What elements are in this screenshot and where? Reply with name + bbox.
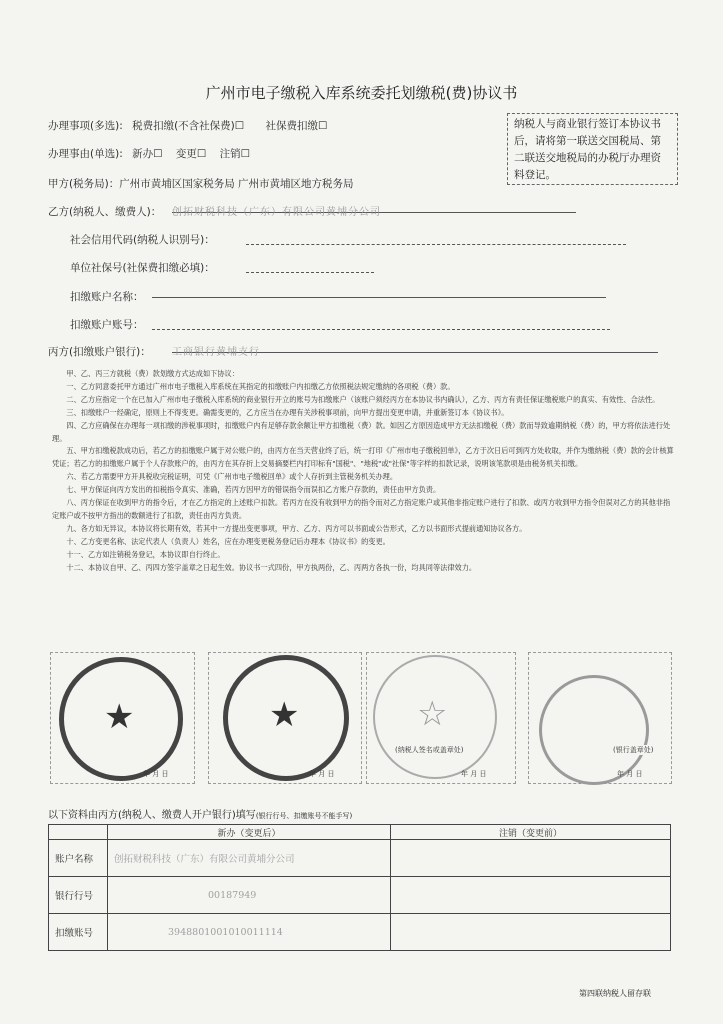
party-c-label: 丙方(扣缴账户银行)： [48,346,151,358]
party-c-value: 工商银行黄埔支行 [172,347,260,358]
clause-intro: 甲、乙、丙三方就税（费）款划缴方式达成如下协议： [66,369,239,378]
matters-option-social[interactable]: 社保费扣缴☐ [265,120,328,132]
social-no-label: 单位社保号(社保费扣缴必填)： [70,262,215,274]
local-tax-seal [223,655,349,781]
account-no-field[interactable] [152,317,610,330]
clause-7: 七、甲方保证向丙方发出的扣税指令真实、准确，若丙方因甲方的错误指令而误扣乙方账户存款的，责任由甲方负责。 [66,485,441,495]
row-account-name-label: 账户名称 [49,840,108,877]
clause-2: 二、乙方应指定一个在已加入广州市电子缴税入库系统的商业银行开立的账号为扣缴账户（该账户须经丙方在本协议书内确认），乙方、丙方有责任保证缴税账户的真实、有效性、合法性。 [66,394,660,404]
matters-label: 办理事项(多选): [48,120,123,132]
reason-new[interactable]: 新办☐ [132,148,163,160]
instruction-note: 纳税人与商业银行签订本协议书后，请将第一联送交国税局、第二联送交地税局的办税厅办理资料登记。 [507,113,678,185]
account-no-new[interactable]: 3948801001010011114 [108,914,391,951]
clause-1: 一、乙方同意委托甲方通过广州市电子缴税入库系统在其指定的扣缴账户内扣缴乙方依照税法规定缴纳的各项税（费）款。 [66,381,455,391]
account-name-cancel[interactable] [391,840,671,877]
copy-footer: 第四联纳税人留存联 [579,989,651,998]
party-c-field[interactable] [172,340,658,358]
date-4: 年 月 日 [617,770,643,778]
reasons-row [48,146,250,161]
stamp-box-local-tax[interactable] [208,652,362,784]
star-icon: ☆ [417,694,448,734]
clause-8: 八、丙方保证在收到甲方的指令后，才在乙方指定的上述账户扣款。若丙方在没有收到甲方的指令而对乙方指定账户或其他非指定账户进行了扣款、或丙方收到甲方指令但误对乙方的其他非指定账户或不按甲方指出的数额进行了扣款，责任由丙方负责。 [52,498,671,520]
clause-5: 五、甲方扣缴税款成功后，若乙方的扣缴账户属于对公账户的，由丙方在当天营业终了后，统一打印《广州市电子缴税回单》，乙方于次日后可到丙方处收取，并作为缴纳税（费）款的会计核算凭证；若乙方的扣缴账户属于个人存款账户的，由丙方在其存折上交易摘要栏内打印标有"国税"、"地税"或"社保"等字样的扣款记录，说明该笔款项是由税务机关扣缴。 [52,446,674,469]
bank-section-note: (银行行号、扣缴账号不能手写) [255,812,353,820]
bank-code-new[interactable]: 00187949 [108,877,391,914]
matters-option-tax[interactable]: 税费扣缴(不含社保费)☐ [132,120,245,132]
credit-code-field[interactable] [246,232,626,245]
reason-change[interactable]: 变更☐ [175,148,207,160]
account-no-label: 扣缴账户账号： [70,319,144,331]
account-name-label: 扣缴账户名称： [70,291,144,303]
matters-row [48,118,327,133]
document-title: 广州市电子缴税入库系统委托划缴税(费)协议书 [205,84,518,102]
bank-section-title [48,806,352,821]
star-icon: ★ [104,697,135,737]
stamp-box-bank[interactable] [528,652,672,784]
clause-11: 十一、乙方如注销税务登记，本协议即自行终止。 [66,549,225,559]
account-no-cancel[interactable] [391,914,671,951]
row-account-no-label: 扣缴账号 [49,914,108,951]
table-row [49,914,671,951]
party-b-field[interactable] [172,200,576,218]
clause-6: 六、若乙方需要甲方开具税收完税证明，可凭《广州市电子缴税回单》或个人存折到主管税务机关办理。 [66,472,398,482]
row-bank-code-label: 银行行号 [49,877,108,914]
date-2: 年 月 日 [309,770,335,778]
account-name-field[interactable] [152,285,606,298]
table-row [49,840,671,877]
star-icon: ★ [269,695,300,735]
clause-10: 十、乙方变更名称、法定代表人（负责人）姓名，应在办理变更税务登记后办理本《协议书》的变更。 [66,536,390,546]
date-1: 年 月 日 [143,770,169,778]
reasons-label: 办理事由(单选): [48,148,123,160]
col-cancel-header: 注销（变更前） [391,825,671,840]
date-3: 年 月 日 [461,770,487,778]
credit-code-label: 社会信用代码(纳税人识别号)： [70,234,215,246]
national-tax-seal [59,657,183,781]
col-new-header: 新办（变更后） [108,825,391,840]
party-a: 甲方(税务局)：广州市黄埔区国家税务局 广州市黄埔区地方税务局 [48,178,354,190]
clause-12: 十二、本协议自甲、乙、丙四方签字盖章之日起生效。协议书一式四份，甲方执两份，乙、丙两方各执一份，均具同等法律效力。 [66,562,477,572]
clause-3: 三、扣缴账户一经确定，原则上不得变更。确需变更的，乙方应当在办理有关涉税事项前，向甲方提出变更申请，并重新签订本《协议书》。 [66,407,509,417]
clause-4: 四、乙方应确保在办理每一项扣缴的涉税事项时，扣缴账户内有足够存款余额让甲方扣缴税（费）款。如因乙方原因造成甲方无法扣缴税（费）款而导致逾期纳税（费）的，甲方将依法进行处理。 [52,420,671,443]
taxpayer-signature-label: (纳税人签名或盖章处) [395,746,464,754]
party-b-value: 创拓财税科技（广东）有限公司黄埔分公司 [172,207,381,218]
reason-cancel[interactable]: 注销☐ [219,148,251,160]
bank-signature-label: (银行盖章处) [613,746,654,754]
company-seal [373,655,497,779]
table-row [49,877,671,914]
agreement-body [52,368,677,575]
social-no-field[interactable] [246,260,374,273]
stamp-box-national-tax[interactable] [50,652,195,784]
party-b-label: 乙方(纳税人、缴费人)： [48,206,162,218]
table-header-row [49,825,671,840]
bank-section-title-text: 以下资料由丙方(纳税人、缴费人开户银行)填写 [48,810,256,821]
account-name-new[interactable]: 创拓财税科技（广东）有限公司黄埔分公司 [108,840,391,877]
stamp-box-taxpayer[interactable] [366,652,516,784]
clause-9: 九、各方如无异议，本协议将长期有效，若其中一方提出变更事项，甲方、乙方、丙方可以书面或公告形式，乙方以书面形式提前通知协议各方。 [66,523,527,533]
table-header-blank [49,825,108,840]
bank-info-table [48,824,671,951]
bank-code-cancel[interactable] [391,877,671,914]
